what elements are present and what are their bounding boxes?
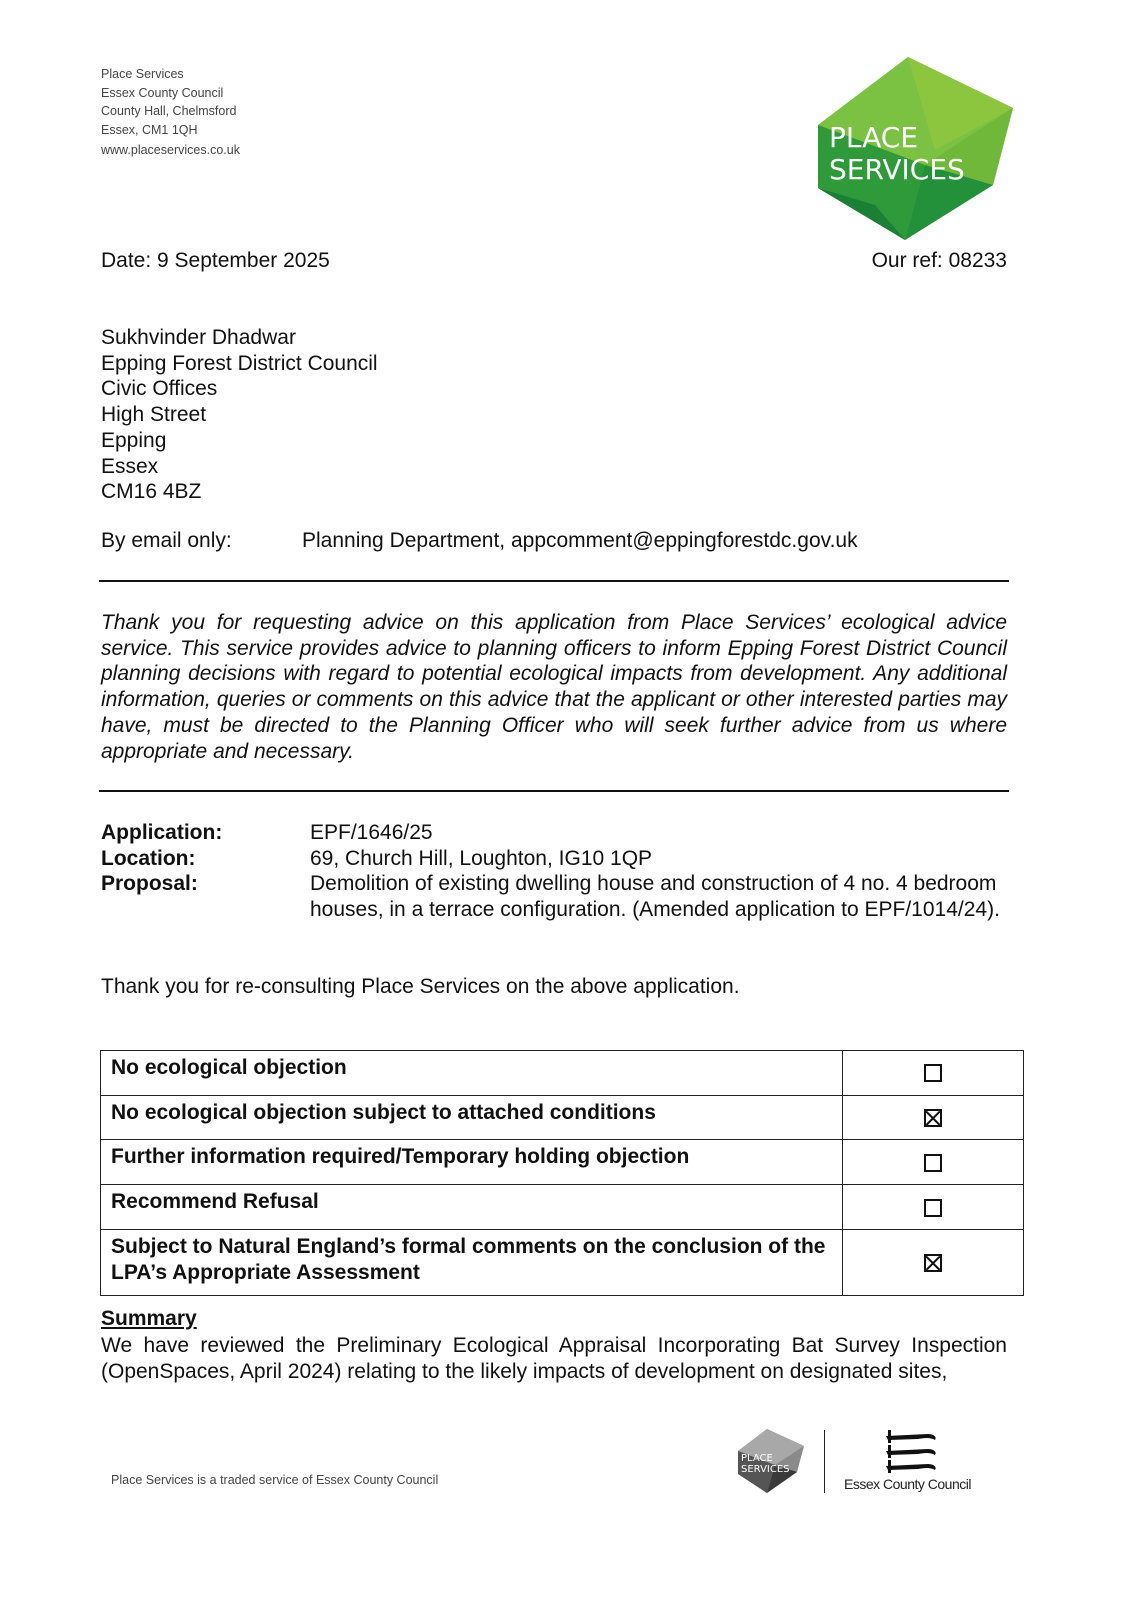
footer-logo-text-services: SERVICES (741, 1464, 790, 1475)
sender-line: Essex, CM1 1QH (101, 122, 198, 137)
detail-value: 69, Church Hill, Loughton, IG10 1QP (310, 846, 653, 870)
place-services-logo (815, 55, 1015, 243)
email-label: By email only: (101, 529, 232, 552)
detail-value: EPF/1646/25 (310, 821, 433, 844)
recipient-line: Epping Forest District Council (101, 351, 378, 375)
sender-website[interactable]: www.placeservices.co.uk (101, 143, 240, 157)
sender-address (101, 65, 240, 160)
recipient-line: Epping (101, 428, 167, 452)
option-label: Recommend Refusal (101, 1185, 843, 1230)
intro-paragraph: Thank you for requesting advice on this application from Place Services’ ecological advice service. This service provides advice to planning officers to inform Epping Forest District Council planning decisions with regard to potential ecological impacts from development. Any additional information, queries or comments on this advice that the applicant or other interested parties may have, must be directed to the Planning Officer who will seek further advice from us where appropriate and necessary. (101, 611, 1007, 763)
thanks-line: Thank you for re-consulting Place Services on the above application. (101, 975, 740, 998)
place-services-footer-logo (737, 1428, 805, 1494)
summary-heading: Summary (101, 1307, 197, 1330)
logo-text-place: PLACE (829, 121, 919, 154)
footer-divider (824, 1430, 825, 1493)
option-label: Subject to Natural England’s formal comments on the conclusion of the LPA’s Appropriate Assessment (101, 1229, 843, 1295)
option-label: Further information required/Temporary holding objection (101, 1140, 843, 1185)
option-label: No ecological objection (101, 1051, 843, 1096)
email-address[interactable]: Planning Department, appcomment@eppingforestdc.gov.uk (302, 529, 858, 552)
recipient-line: Essex (101, 454, 159, 478)
detail-label: Application: (101, 821, 223, 844)
footer-note: Place Services is a traded service of Essex County Council (111, 1473, 439, 1487)
sender-line: County Hall, Chelmsford (101, 104, 237, 118)
sender-line: Place Services (101, 67, 184, 81)
recipient-address (101, 325, 378, 505)
detail-row-proposal (101, 871, 1001, 922)
table-row (101, 1229, 1024, 1295)
recipient-line: High Street (101, 403, 207, 427)
table-row (101, 1095, 1024, 1140)
recipient-line: Civic Offices (101, 377, 218, 401)
letter-date: Date: 9 September 2025 (101, 249, 330, 272)
essex-seaxes-crest-icon (880, 1428, 938, 1476)
table-row (101, 1051, 1024, 1096)
unchecked-box-icon[interactable] (924, 1064, 942, 1082)
application-details (101, 820, 1001, 923)
logo-text-services: SERVICES (829, 153, 965, 186)
detail-row-location (101, 846, 1001, 872)
detail-row-application (101, 820, 1001, 846)
summary-text: We have reviewed the Preliminary Ecological Appraisal Incorporating Bat Survey Inspection (OpenSpaces, April 2024) relating to the likely impacts of development on designated sites, (101, 1334, 1007, 1383)
detail-value: Demolition of existing dwelling house and construction of 4 no. 4 bedroom houses, in a terrace configuration. (Amended application to EPF/1014/24). (310, 872, 1000, 922)
unchecked-box-icon[interactable] (924, 1154, 942, 1172)
essex-county-council-name: Essex County Council (844, 1476, 971, 1492)
our-reference: Our ref: 08233 (871, 249, 1007, 272)
unchecked-box-icon[interactable] (924, 1199, 942, 1217)
table-row (101, 1140, 1024, 1185)
email-delivery (101, 529, 1011, 553)
detail-label: Location: (101, 846, 196, 870)
divider (99, 790, 1009, 792)
option-label: No ecological objection subject to attached conditions (101, 1095, 843, 1140)
recommendation-table (100, 1050, 1024, 1296)
footer-logo-text-place: PLACE (741, 1453, 773, 1464)
detail-label: Proposal: (101, 872, 198, 896)
table-row (101, 1185, 1024, 1230)
recipient-postcode: CM16 4BZ (101, 480, 202, 504)
divider (99, 580, 1009, 582)
recipient-name: Sukhvinder Dhadwar (101, 326, 296, 349)
checked-box-icon[interactable] (924, 1254, 942, 1272)
sender-line: Essex County Council (101, 85, 224, 100)
checked-box-icon[interactable] (924, 1109, 942, 1127)
